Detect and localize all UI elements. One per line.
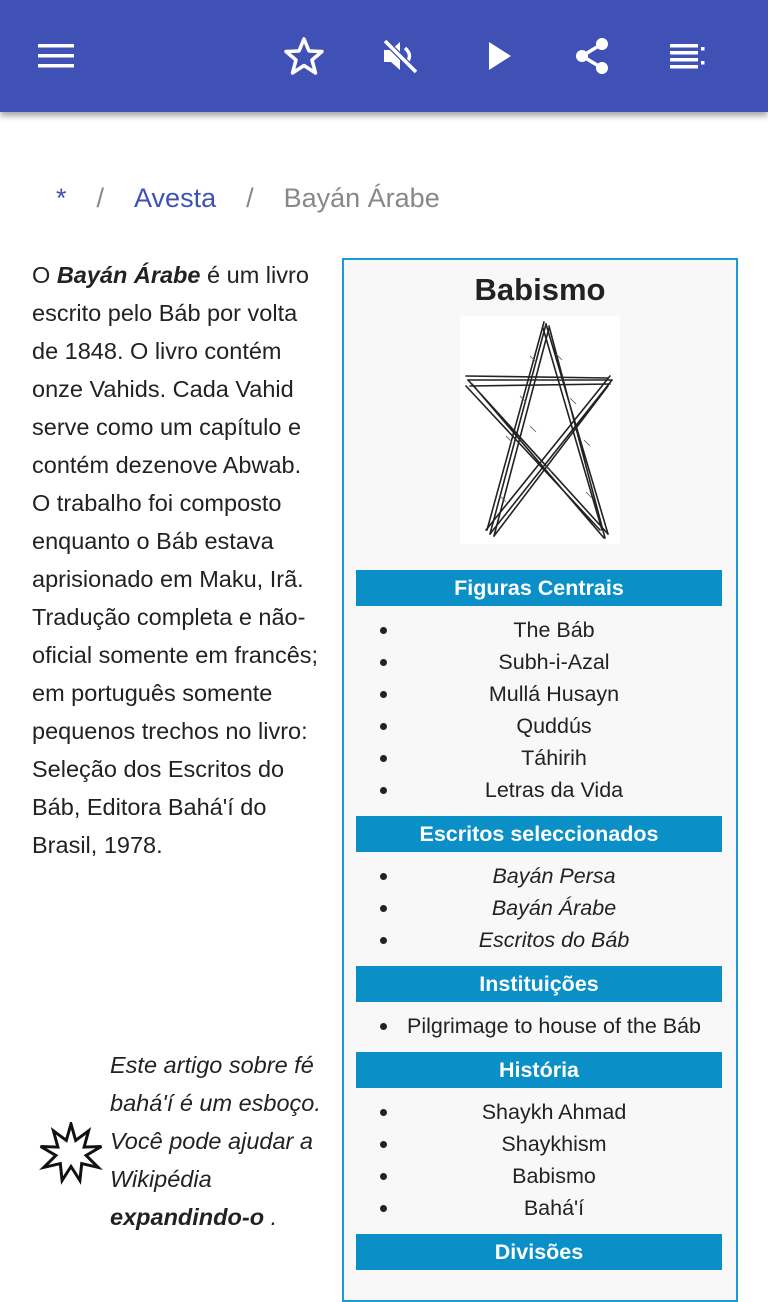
playlist-button[interactable]	[660, 28, 716, 84]
breadcrumb-parent-link[interactable]: Avesta	[134, 182, 217, 213]
stub-text	[110, 1046, 324, 1236]
breadcrumb-separator: /	[246, 182, 254, 213]
nine-pointed-star-icon	[38, 1122, 104, 1188]
favorite-button[interactable]	[276, 28, 332, 84]
app-bar	[0, 0, 768, 112]
menu-icon	[36, 36, 76, 76]
share-button[interactable]	[564, 28, 620, 84]
article-intro-prefix: O	[32, 262, 51, 288]
infobox-title: Babismo	[474, 272, 606, 307]
infobox-section-header: História	[356, 1052, 722, 1088]
article-body	[32, 256, 324, 864]
list-item[interactable]: Letras da Vida	[356, 774, 722, 806]
central-figures-list	[356, 614, 722, 806]
list-item[interactable]: The Báb	[356, 614, 722, 646]
stub-message: Este artigo sobre fé bahá'í é um esboço. Você pode ajudar a Wikipédia	[110, 1052, 321, 1192]
list-item[interactable]: Pilgrimage to house of the Báb	[356, 1010, 722, 1042]
share-icon	[572, 36, 612, 76]
infobox-section-header: Escritos seleccionados	[356, 816, 722, 852]
star-icon	[284, 36, 324, 76]
list-item[interactable]: Escritos do Báb	[356, 924, 722, 956]
institutions-list	[356, 1010, 722, 1042]
article-title: Bayán Árabe	[56, 262, 201, 288]
infobox-section-header: Figuras Centrais	[356, 570, 722, 606]
list-item[interactable]: Mullá Husayn	[356, 678, 722, 710]
infobox-image	[460, 316, 620, 544]
breadcrumb-root-link[interactable]: *	[56, 182, 67, 213]
list-item[interactable]: Bayán Persa	[356, 860, 722, 892]
list-item[interactable]: Subh-i-Azal	[356, 646, 722, 678]
list-item[interactable]: Bahá'í	[356, 1192, 722, 1224]
selected-writings-list	[356, 860, 722, 956]
infobox	[342, 258, 738, 1302]
list-item[interactable]: Babismo	[356, 1160, 722, 1192]
breadcrumb-current: Bayán Árabe	[283, 182, 440, 213]
article-text: é um livro escrito pelo Báb por volta de 1848. O livro contém onze Vahids. Cada Vahid serve como um capítulo e contém dezenove Abwab. O trabalho foi composto enquanto o Báb estava aprisionado em Maku, Irã. Tradução completa e não-oficial somente em francês; em português somente pequenos trechos no livro: Seleção dos Escritos do Báb, Editora Bahá'í do Brasil, 1978.	[32, 262, 319, 858]
infobox-section-header: Instituições	[356, 966, 722, 1002]
play-icon	[478, 36, 518, 76]
playlist-icon	[668, 36, 708, 76]
pentacle-sketch-icon	[460, 316, 620, 544]
list-item[interactable]: Táhirih	[356, 742, 722, 774]
list-item[interactable]: Shaykh Ahmad	[356, 1096, 722, 1128]
list-item[interactable]: Quddús	[356, 710, 722, 742]
list-item[interactable]: Shaykhism	[356, 1128, 722, 1160]
infobox-section-header: Divisões	[356, 1234, 722, 1270]
breadcrumb-separator: /	[96, 182, 105, 213]
list-item[interactable]: Bayán Árabe	[356, 892, 722, 924]
stub-end: .	[270, 1204, 278, 1230]
breadcrumb	[56, 178, 440, 218]
mute-icon	[380, 36, 420, 76]
menu-button[interactable]	[28, 28, 84, 84]
mute-button[interactable]	[372, 28, 428, 84]
expand-article-link[interactable]: expandindo-o	[110, 1204, 265, 1230]
play-button[interactable]	[470, 28, 526, 84]
history-list	[356, 1096, 722, 1224]
